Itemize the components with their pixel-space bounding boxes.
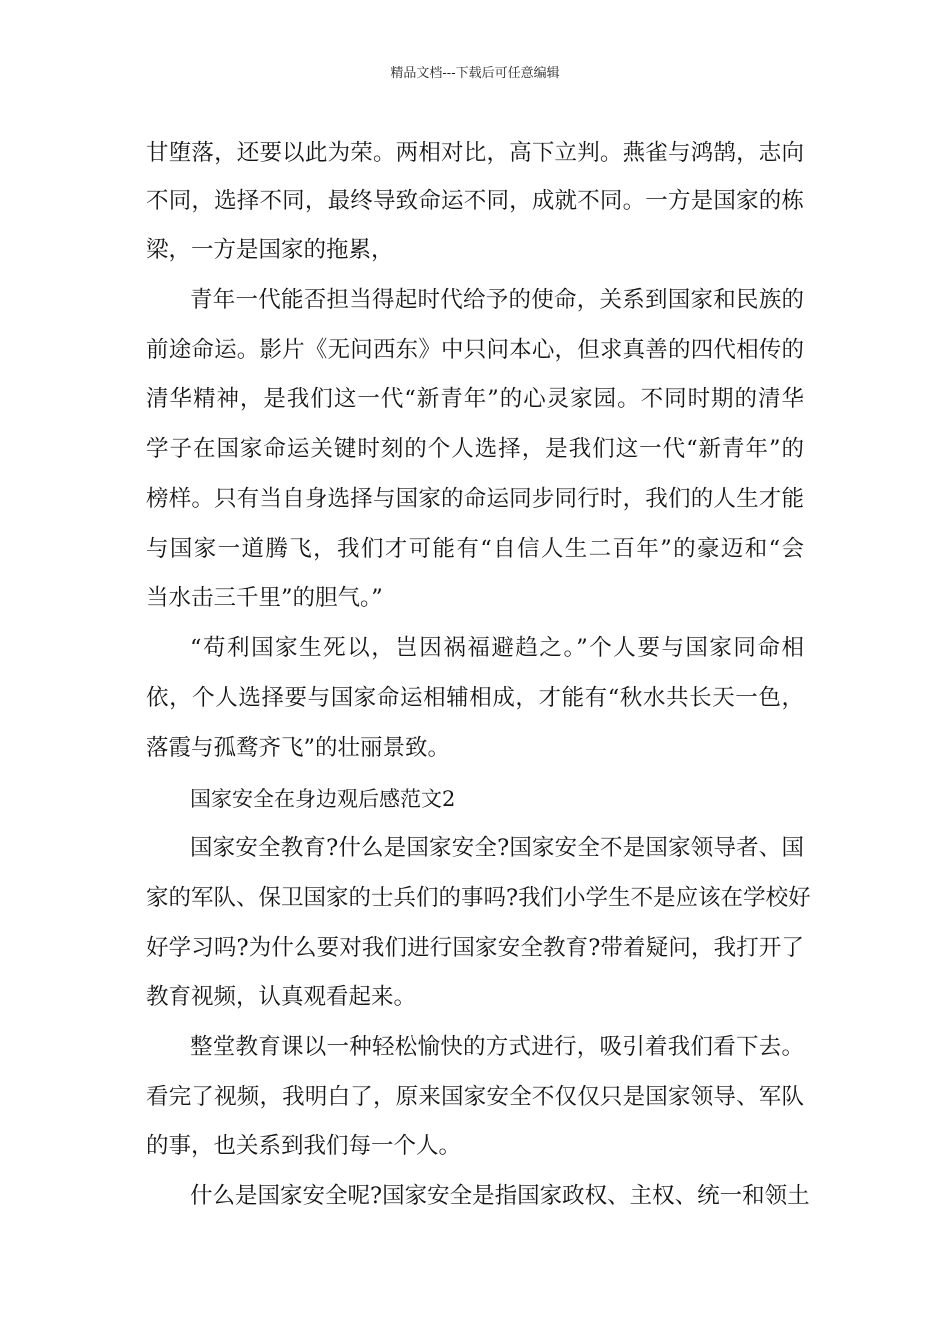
paragraph-6-line-1: 整堂教育课以一种轻松愉快的方式进行，吸引着我们看下去。 [190,1034,804,1060]
section-heading: 国家安全在身边观后感范文2 [190,787,456,811]
paragraph-5-line-4: 教育视频，认真观看起来。 [146,984,417,1010]
paragraph-3-line-1: “苟利国家生死以，岂因祸福避趋之。”个人要与国家同命相 [190,635,804,661]
paragraph-3-line-3: 落霞与孤鹜齐飞”的壮丽景致。 [146,735,451,761]
paragraph-2-line-4: 学子在国家命运关键时刻的个人选择，是我们这一代“新青年”的 [146,436,804,462]
paragraph-3-line-2: 依，个人选择要与国家命运相辅相成，才能有“秋水共长天一色， [146,685,804,711]
paragraph-5-line-1: 国家安全教育?什么是国家安全?国家安全不是国家领导者、国 [190,835,804,861]
page-header: 精品文档---下载后可任意编辑 [390,66,560,81]
paragraph-2-line-5: 榜样。只有当自身选择与国家的命运同步同行时，我们的人生才能 [146,486,804,512]
paragraph-2-line-7: 当水击三千里”的胆气。” [146,585,383,611]
paragraph-5-line-3: 好学习吗?为什么要对我们进行国家安全教育?带着疑问，我打开了 [146,935,804,961]
paragraph-6-line-3: 的事，也关系到我们每一个人。 [146,1133,462,1159]
paragraph-1-line-3: 梁，一方是国家的拖累， [146,237,394,263]
paragraph-2-line-6: 与国家一道腾飞，我们才可能有“自信人生二百年”的豪迈和“会 [146,536,804,562]
paragraph-6-line-2: 看完了视频，我明白了，原来国家安全不仅仅只是国家领导、军队 [146,1084,804,1110]
paragraph-2-line-2: 前途命运。影片《无问西东》中只问本心，但求真善的四代相传的 [146,337,804,363]
paragraph-2-line-3: 清华精神，是我们这一代“新青年”的心灵家园。不同时期的清华 [146,386,804,412]
paragraph-1-line-1: 甘堕落，还要以此为荣。两相对比，高下立判。燕雀与鸿鹄，志向 [146,140,804,166]
paragraph-2-line-1: 青年一代能否担当得起时代给予的使命，关系到国家和民族的 [190,287,804,313]
paragraph-5-line-2: 家的军队、保卫国家的士兵们的事吗?我们小学生不是应该在学校好 [146,885,811,911]
paragraph-1-line-2: 不同，选择不同，最终导致命运不同，成就不同。一方是国家的栋 [146,188,804,214]
paragraph-7-line-1: 什么是国家安全呢?国家安全是指国家政权、主权、统一和领土 [190,1183,810,1209]
